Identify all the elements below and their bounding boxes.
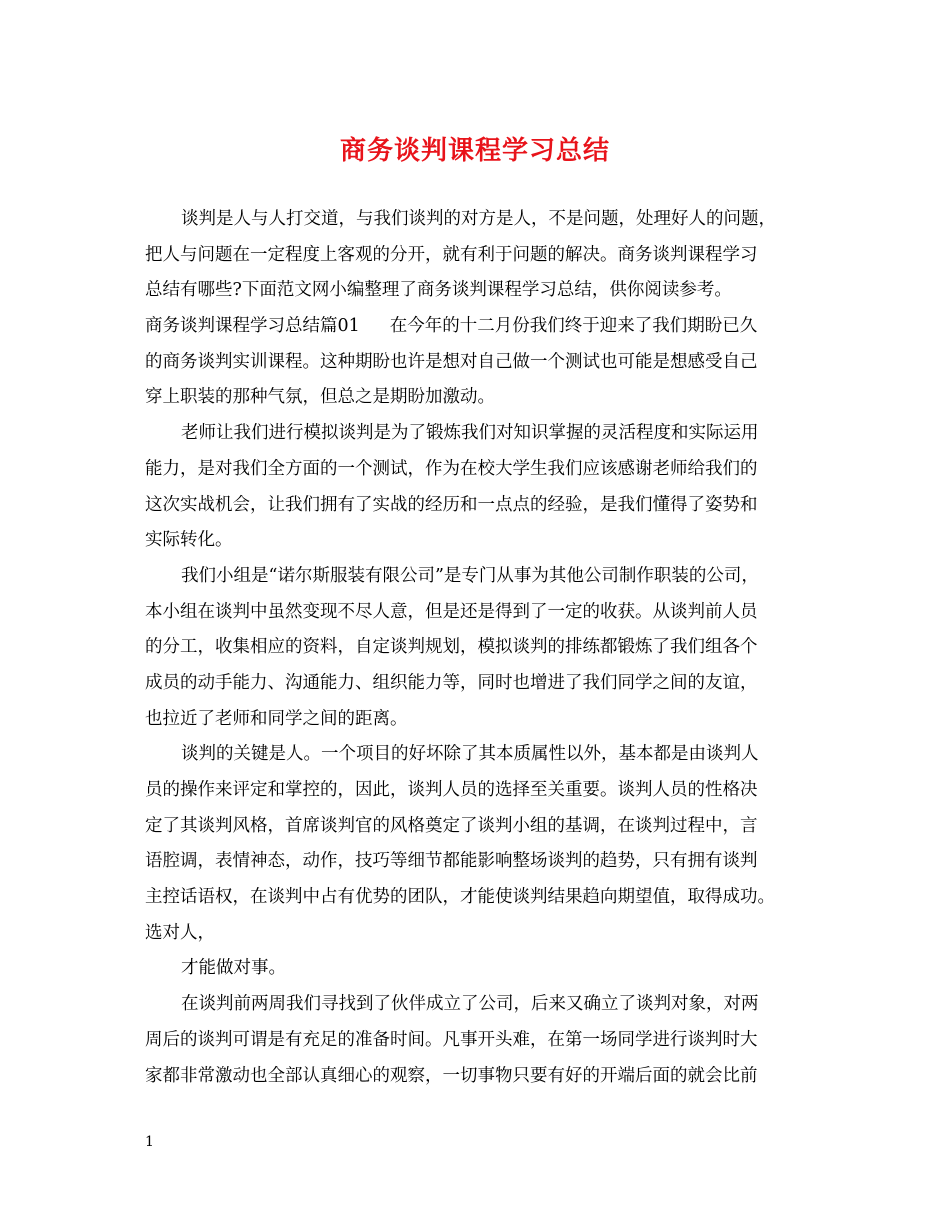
paragraph-line: 才能做对事。: [181, 958, 286, 979]
document-body: [145, 202, 810, 1094]
paragraph-line: 实际转化。: [145, 530, 233, 551]
paragraph-line: 员的操作来评定和掌控的，因此，谈判人员的选择至关重要。谈判人员的性格决: [145, 780, 758, 800]
paragraph-line: 我们小组是“诺尔斯服装有限公司”是专门从事为其他公司制作职装的公司，: [181, 565, 759, 586]
paragraph-line: 成员的动手能力、沟通能力、组织能力等，同时也增进了我们同学之间的友谊，: [145, 672, 758, 693]
paragraph-line: 把人与问题在一定程度上客观的分开，就有利于问题的解决。商务谈判课程学习: [145, 244, 758, 265]
paragraph-line: 也拉近了老师和同学之间的距离。: [145, 708, 408, 729]
paragraph-line: 谈判是人与人打交道，与我们谈判的对方是人，不是问题，处理好人的问题，: [181, 209, 776, 229]
document-title: 商务谈判课程学习总结: [339, 136, 610, 166]
paragraph-line: 定了其谈判风格，首席谈判官的风格奠定了谈判小组的基调，在谈判过程中，言: [145, 815, 758, 836]
page-number: 1: [145, 1134, 154, 1150]
paragraph-line: [145, 309, 810, 345]
paragraph-line: 穿上职装的那种气氛，但总之是期盼加激动。: [145, 387, 495, 408]
paragraph-line: 选对人，: [145, 922, 215, 943]
paragraph-line: 本小组在谈判中虽然变现不尽人意，但是还是得到了一定的收获。从谈判前人员: [145, 601, 758, 622]
paragraph-line: 在谈判前两周我们寻找到了伙伴成立了公司，后来又确立了谈判对象，对两: [181, 994, 759, 1015]
paragraph-line: 周后的谈判可谓是有充足的准备时间。凡事开头难，在第一场同学进行谈判时大: [145, 1029, 758, 1050]
paragraph-line: 谈判的关键是人。一个项目的好坏除了其本质属性以外，基本都是由谈判人: [181, 744, 759, 765]
paragraph-line: 语腔调，表情神态，动作，技巧等细节都能影响整场谈判的趋势，只有拥有谈判: [145, 851, 758, 872]
paragraph-line: 家都非常激动也全部认真细心的观察，一切事物只要有好的开端后面的就会比前: [145, 1065, 758, 1086]
paragraph-line: 主控话语权，在谈判中占有优势的团队，才能使谈判结果趋向期望值，取得成功。: [145, 887, 775, 908]
paragraph-line: 的分工，收集相应的资料，自定谈判规划，模拟谈判的排练都锻炼了我们组各个: [145, 637, 758, 658]
paragraph-line: 能力，是对我们全方面的一个测试，作为在校大学生我们应该感谢老师给我们的: [145, 458, 758, 479]
section-opening-text: 在今年的十二月份我们终于迎来了我们期盼已久: [389, 316, 758, 337]
paragraph-line: 的商务谈判实训课程。这种期盼也许是想对自己做一个测试也可能是想感受自己: [145, 351, 758, 372]
paragraph-line: 总结有哪些?下面范文网小编整理了商务谈判课程学习总结，供你阅读参考。: [145, 280, 732, 301]
paragraph-line: 老师让我们进行模拟谈判是为了锻炼我们对知识掌握的灵活程度和实际运用: [181, 423, 759, 444]
paragraph-line: 这次实战机会，让我们拥有了实战的经历和一点点的经验，是我们懂得了姿势和: [145, 494, 758, 515]
section-heading: 商务谈判课程学习总结篇01: [145, 316, 360, 337]
